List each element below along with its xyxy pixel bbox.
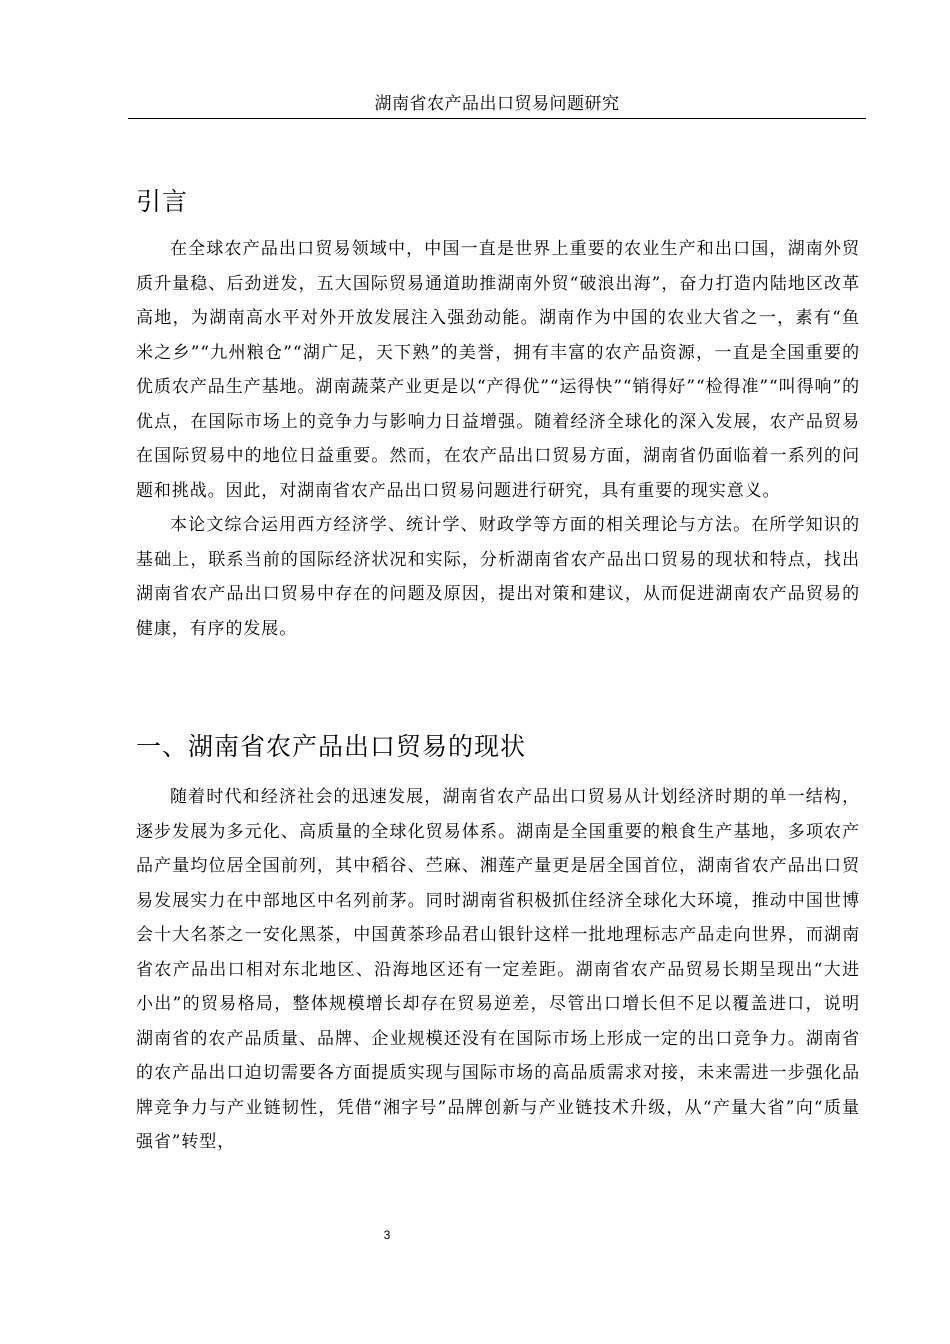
header-rule [128, 118, 866, 119]
section-introduction [136, 182, 860, 222]
page-number: 3 [383, 1228, 391, 1242]
status-paragraph-1: 随着时代和经济社会的迅速发展，湖南省农产品出口贸易从计划经济时期的单一结构，逐步发展为多元化、高质量的全球化贸易体系。湖南是全国重要的粮食生产基地，多项农产品产量均位居全国前列，其中稻谷、苎麻、湘莲产量更是居全国首位，湖南省农产品出口贸易发展实力在中部地区中名列前茅。同时湖南省积极抓住经济全球化大环境，推动中国世博会十大名茶之一安化黑茶，中国黄茶珍品君山银针这样一批地理标志产品走向世界，而湖南省农产品出口相对东北地区、沿海地区还有一定差距。湖南省农产品贸易长期呈现出“大进小出”的贸易格局，整体规模增长却存在贸易逆差，尽管出口增长但不足以覆盖进口，说明湖南省的农产品质量、品牌、企业规模还没有在国际市场上形成一定的出口竞争力。湖南省的农产品出口迫切需要各方面提质实现与国际市场的高品质需求对接，未来需进一步强化品牌竞争力与产业链韧性，凭借“湘字号”品牌创新与产业链技术升级，从“产量大省”向“质量强省”转型， [136, 787, 860, 1152]
running-header: 湖南省农产品出口贸易问题研究 [374, 94, 620, 114]
status-body [136, 780, 860, 1160]
introduction-paragraph-2: 本论文综合运用西方经济学、统计学、财政学等方面的相关理论与方法。在所学知识的基础上，联系当前的国际经济状况和实际，分析湖南省农产品出口贸易的现状和特点，找出湖南省农产品出口贸易中存在的问题及原因，提出对策和建议，从而促进湖南农产品贸易的健康，有序的发展。 [136, 515, 860, 639]
section-heading-introduction: 引言 [136, 187, 189, 216]
introduction-paragraph-1: 在全球农产品出口贸易领域中，中国一直是世界上重要的农业生产和出口国，湖南外贸质升量稳、后劲迸发，五大国际贸易通道助推湖南外贸“破浪出海”，奋力打造内陆地区改革高地，为湖南高水平对外开放发展注入强劲动能。湖南作为中国的农业大省之一，素有“鱼米之乡”“九州粮仓”“湖广足，天下熟”的美誉，拥有丰富的农产品资源，一直是全国重要的优质农产品生产基地。湖南蔬菜产业更是以“产得优”“运得快”“销得好”“检得准”“叫得响”的优点，在国际市场上的竞争力与影响力日益增强。随着经济全球化的深入发展，农产品贸易在国际贸易中的地位日益重要。然而，在农产品出口贸易方面，湖南省仍面临着一系列的问题和挑战。因此，对湖南省农产品出口贸易问题进行研究，具有重要的现实意义。 [136, 239, 860, 501]
section-status [136, 727, 860, 767]
section-heading-status: 一、湖南省农产品出口贸易的现状 [136, 732, 527, 761]
introduction-body [136, 232, 860, 646]
